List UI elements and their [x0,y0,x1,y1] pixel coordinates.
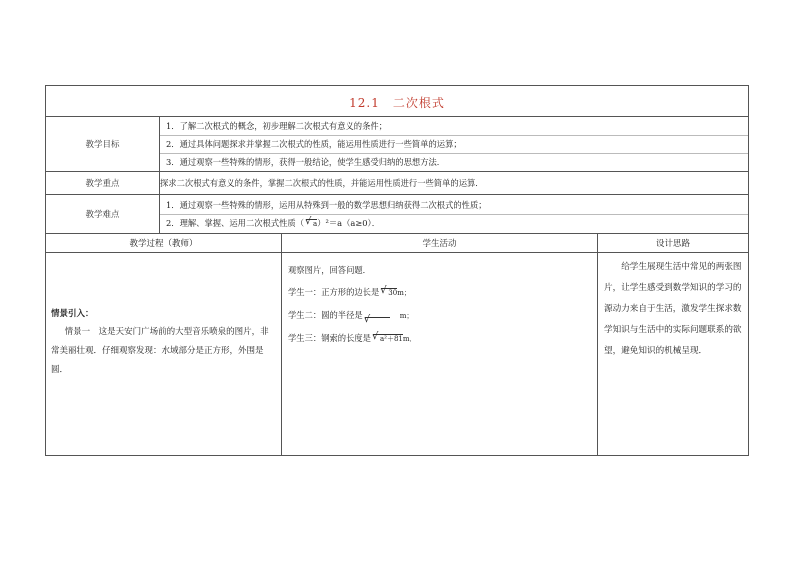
objectives-list [160,117,749,172]
intro-title: 情景引入： [51,309,94,319]
objective-item: 1．了解二次根式的概念，初步理解二次根式有意义的条件； [160,118,748,136]
objective-item: 2．通过具体问题探求并掌握二次根式的性质，能运用性质进行一些简单的运算； [160,136,748,154]
difficulty-item-text: ）²＝a（a≥0）． [317,217,381,228]
unit-text: m； [399,312,414,320]
header-student: 学生活动 [282,234,598,253]
title-row [46,86,749,117]
sqrt-a-formula: √ a [306,219,317,229]
difficulty-item: 1．通过观察一些特殊的情形，运用从特殊到一般的数学思想归纳获得二次根式的性质； [160,197,748,215]
difficulty-item-text: 2．理解、掌握、运用二次根式性质（ [166,217,305,228]
student-line-text: 学生二：圆的半径是 [288,310,363,320]
objective-item: 3．通过观察一些特殊的情形，获得一般结论，使学生感受归纳的思想方法． [166,156,446,167]
sqrt-30-formula: √ 30 [381,288,397,298]
header-process: 教学过程（教师） [46,234,282,253]
difficulty-item [160,215,748,232]
student-line-text: 学生一：正方形的边长是 [288,287,380,297]
scene-text: 情景一 这是天安门广场前的大型音乐喷泉的图片，非常美丽壮观．仔细观察发现：水域部分是正方形，外围是圆． [51,327,269,375]
header-design: 设计思路 [598,234,749,253]
lesson-plan-table [45,85,749,456]
unit-text: m． [402,335,417,343]
student-line: 观察图片，回答问题． [288,265,371,275]
student-line [288,304,593,327]
design-cell [598,253,749,456]
key-points-text: 探求二次根式有意义的条件，掌握二次根式的性质，并能运用性质进行一些简单的运算． [160,172,749,195]
key-points-label: 教学重点 [46,172,160,195]
student-line [288,327,593,350]
difficulties-label: 教学难点 [46,195,160,234]
student-line [288,281,593,304]
design-text: 给学生展现生活中常见的两张图片，让学生感受到数学知识的学习的源动力来自于生活，激发学生探求数学知识与生活中的实际问题联系的欲望，避免知识的机械呈现． [604,262,742,356]
student-activity-cell [282,253,598,456]
process-cell [46,253,282,456]
difficulties-list [160,195,749,234]
sqrt-empty-formula [365,317,390,318]
student-line-text: 学生三：钢索的长度是 [288,333,371,343]
objectives-label: 教学目标 [46,117,160,172]
unit-text: m； [397,289,411,297]
sqrt-a2-81-formula: √ a²＋81 [373,334,403,344]
page-title: 12.1 二次根式 [349,95,445,110]
